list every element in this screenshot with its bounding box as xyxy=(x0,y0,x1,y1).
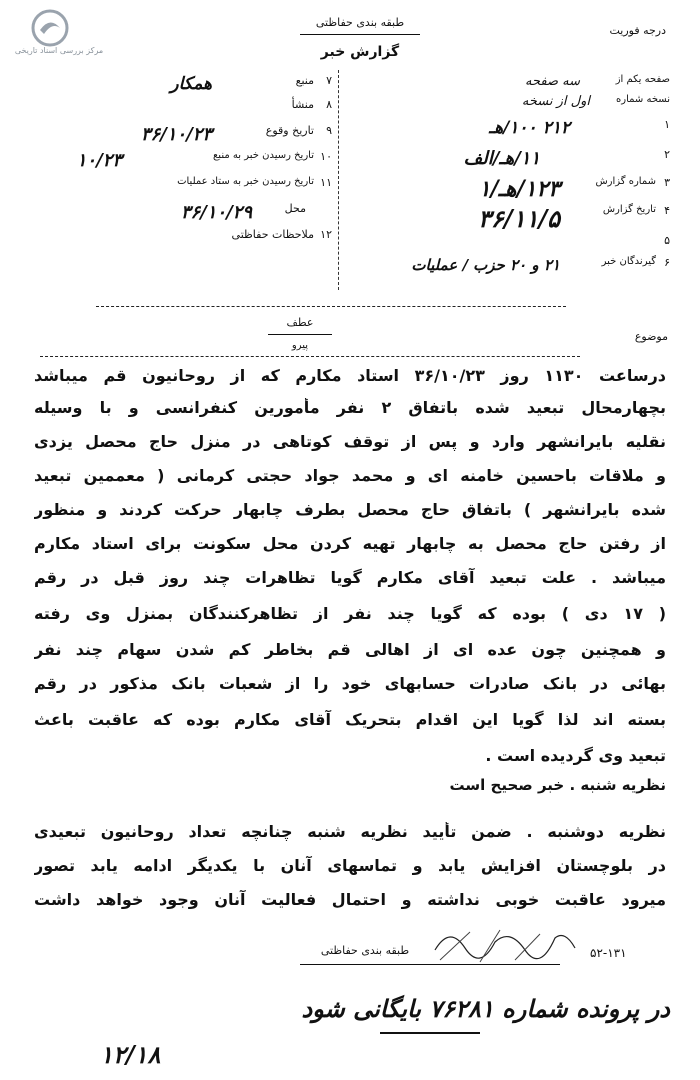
opinion-station-line-3: میرود عاقبت خوبی نداشته و احتمال فعالیت آنان وجود خواهد داشت xyxy=(34,890,666,909)
body-line-7: میباشد . علت تبعید آقای مکارم گویا تظاهرات چند روز قبل در رقم xyxy=(34,568,666,587)
field-page: صفحه یکم از سه صفحه xyxy=(525,74,670,89)
subject-label: موضوع xyxy=(634,330,668,343)
classification-bottom: طبقه بندی حفاظتی xyxy=(320,944,410,957)
field-occurrence-date: ۹ تاریخ وقوع ۳۶/۱۰/۲۳ xyxy=(140,124,332,145)
subject-separator xyxy=(40,356,580,357)
header-separator xyxy=(96,306,566,307)
body-line-12: تبعید وی گردیده است . xyxy=(485,746,666,765)
handwritten-date: ۱۲/۱۸ xyxy=(100,1040,161,1069)
body-line-6: از رفتن حاج محصل به چابهار تهیه کردن محل سکونت برای استاد مکارم xyxy=(34,534,666,553)
field-copy-number: نسخه شماره اول از نسخه xyxy=(521,94,670,109)
field-recipients: ۶ گیرندگان خبر ۲۱ و ۲۰ حزب / عملیات xyxy=(411,256,670,274)
body-line-5: شده بایرانشهر ) باتفاق حاج محصل بطرف چابهار حرکت کردند و منظور xyxy=(34,500,666,519)
opinion-station-line-1: نظریه دوشنبه . ضمن تأیید نظریه شنبه چنانچه تعداد روحانیون تبعیدی xyxy=(34,822,666,841)
urgency-label: درجه فوریت xyxy=(609,24,666,37)
field-5: ۵ xyxy=(664,234,670,247)
body-line-9: و همچنین چون عده ای از اهالی قم بخاطر کم شدن سهام چند نفر xyxy=(34,640,666,659)
opinion-source: نظریه شنبه . خبر صحیح است xyxy=(449,776,666,794)
document-title: گزارش خبر xyxy=(320,44,400,60)
handwritten-archive-note: در پرونده شماره ۷۶۲۸۱ بایگانی شود xyxy=(301,994,670,1023)
field-date-to-ops: ۱۱ تاریخ رسیدن خبر به ستاد عملیات xyxy=(177,176,332,189)
field-origin: ۸ منشأ xyxy=(291,98,332,111)
field-date-to-source: ۱۰ تاریخ رسیدن خبر به منبع ۱۰/۲۳ xyxy=(76,150,332,171)
archive-logo xyxy=(30,8,70,48)
field-source: ۷ منبع همکار xyxy=(170,74,332,94)
classification-top: طبقه بندی حفاظتی xyxy=(315,16,405,29)
column-divider xyxy=(338,70,339,290)
field-1: ۱ ۲۱۲ ۱۰۰/هـ xyxy=(489,118,670,138)
watermark-text: مرکز بررسی اسناد تاریخی xyxy=(14,46,104,55)
body-line-4: و ملاقات باحسین خامنه ای و محمد جواد حجتی کرمانی ( معممین تبعید xyxy=(34,466,666,485)
field-2: ۲ ۱۱/هـ/الف xyxy=(463,148,670,169)
body-line-3: نقلیه بایرانشهر وارد و پس از توقف کوتاهی در منزل حاج محصل یزدی xyxy=(34,432,666,451)
archive-underline xyxy=(380,1032,480,1034)
field-location: محل ۳۶/۱۰/۲۹ xyxy=(180,202,306,223)
opinion-station-line-2: در بلوچستان افزایش یابد و تماسهای آنان با یکدیگر ادامه یابد تصور xyxy=(34,856,666,875)
body-line-2: بچهارمحال تبعید شده باتفاق ۲ نفر مأمورین کنفرانسی و با وسیله xyxy=(34,398,666,417)
body-line-8: ( ۱۷ دی ) بوده که گویا چند نفر از تظاهرکنندگان بمنزل وی رفته xyxy=(34,604,666,623)
field-report-date: ۴ تاریخ گزارش ۳۶/۱۱/۵ xyxy=(478,204,670,233)
peyro-label: پیرو xyxy=(291,340,309,351)
atf-label: عطف xyxy=(286,316,314,329)
field-security-remarks: ۱۲ ملاحظات حفاظتی xyxy=(231,228,332,241)
document-code: ۵۲-۱۳۱ xyxy=(590,946,627,960)
body-line-11: بسته اند لذا گویا این اقدام بتحریک آقای مکارم بوده که عاقبت باعث xyxy=(34,710,666,729)
body-line-1: درساعت ۱۱۳۰ روز ۳۶/۱۰/۲۳ استاد مکارم که از روحانیون قم میباشد xyxy=(34,366,666,385)
header-rule xyxy=(300,34,420,35)
atf-rule xyxy=(268,334,332,335)
body-line-10: بهائی در بانک صادرات حسابهای خود را از شعبات بانک مذکور در رقم xyxy=(34,674,666,693)
stamp-scribble xyxy=(430,920,580,970)
field-report-number: ۳ شماره گزارش ۱۲۳/هـ/۱ xyxy=(478,176,670,202)
